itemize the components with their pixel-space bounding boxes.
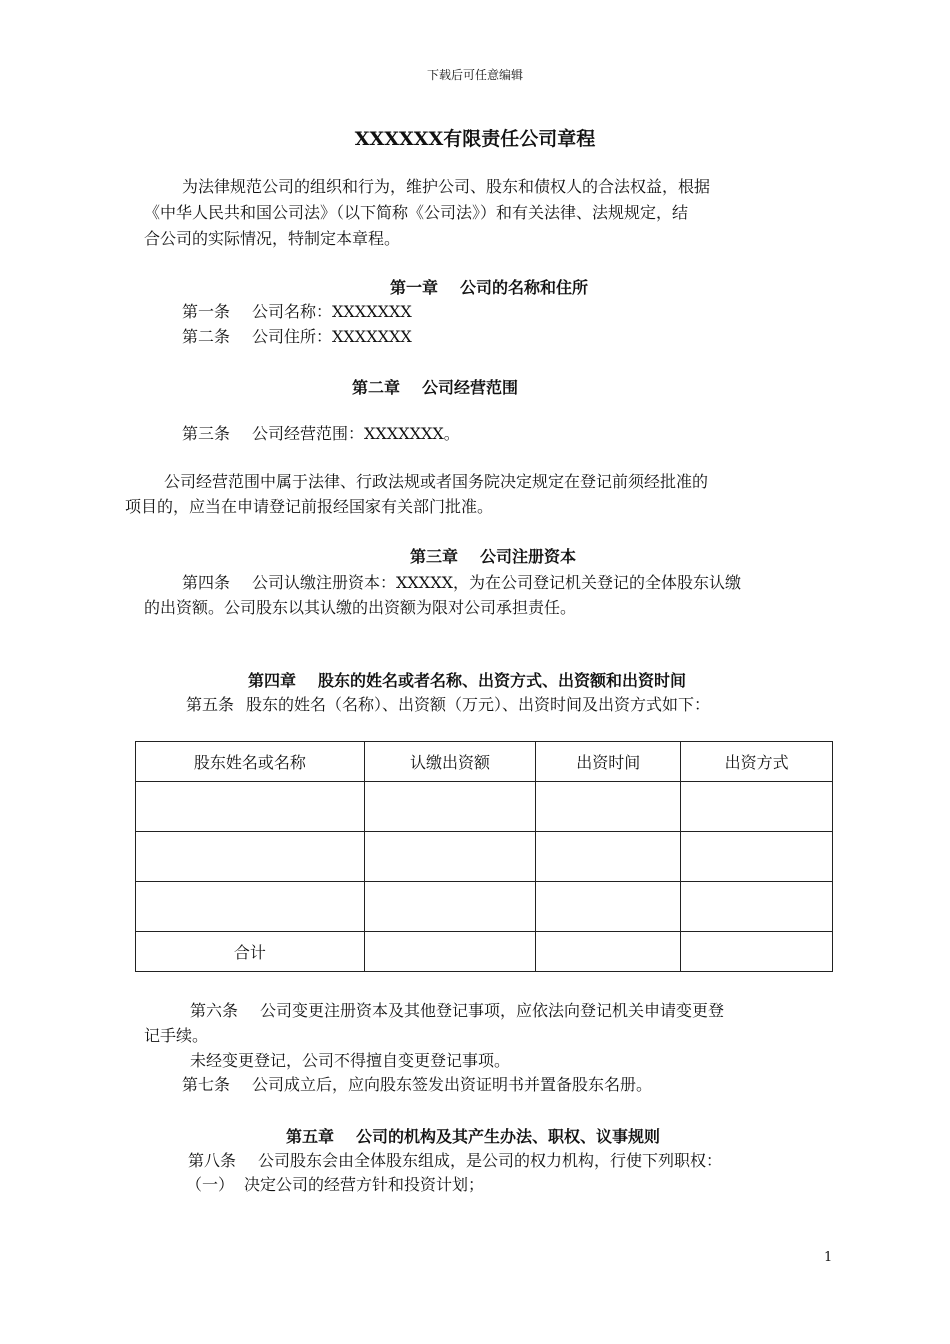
table-cell (364, 782, 536, 832)
article-4-line-1 (182, 570, 741, 596)
article-2-number: 第二条 (182, 327, 231, 346)
article-6-line-2: 记手续。 (144, 1026, 209, 1045)
chapter-1-heading (390, 275, 588, 298)
table-cell (136, 782, 365, 832)
scope-note-line-2: 项目的，应当在申请登记前报经国家有关部门批准。 (125, 497, 494, 516)
article-6-text: 公司变更注册资本及其他登记事项，应依法向登记机关申请变更登 (260, 1001, 725, 1020)
article-1-number: 第一条 (182, 302, 231, 321)
page-number: 1 (824, 1250, 833, 1265)
scope-note-line-1: 公司经营范围中属于法律、行政法规或者国务院决定规定在登记前须经批准的 (164, 472, 709, 491)
preamble-line-1: 为法律规范公司的组织和行为，维护公司、股东和债权人的合法权益，根据 (182, 177, 711, 196)
article-7 (182, 1072, 652, 1098)
article-1 (182, 299, 412, 325)
shareholder-table (135, 741, 833, 972)
preamble-line-2: 《中华人民共和国公司法》（以下简称《公司法》）和有关法律、法规规定，结 (144, 203, 689, 222)
chapter-5-name: 公司的机构及其产生办法、职权、议事规则 (356, 1127, 661, 1146)
article-5-number: 第五条 (186, 695, 235, 714)
article-3-number: 第三条 (182, 424, 231, 443)
article-7-text: 公司成立后，应向股东签发出资证明书并置备股东名册。 (252, 1075, 653, 1094)
article-6-line-3: 未经变更登记，公司不得擅自变更登记事项。 (190, 1051, 511, 1070)
article-8 (188, 1148, 722, 1174)
table-cell (364, 832, 536, 882)
document-title: XXXXXX有限责任公司章程 (354, 128, 596, 150)
table-header-cell: 认缴出资额 (364, 742, 536, 782)
table-row (136, 832, 833, 882)
list-item-1 (186, 1172, 484, 1198)
table-total-row (136, 932, 833, 972)
table-cell (536, 932, 681, 972)
table-row (136, 782, 833, 832)
chapter-4-number: 第四章 (248, 671, 297, 690)
chapter-4-name: 股东的姓名或者名称、出资方式、出资额和出资时间 (318, 671, 687, 690)
article-2 (182, 324, 412, 350)
list-item-1-number: （一） (186, 1175, 235, 1194)
table-cell (536, 832, 681, 882)
chapter-3-name: 公司注册资本 (480, 547, 577, 566)
chapter-2-number: 第二章 (352, 378, 401, 397)
table-row (136, 882, 833, 932)
chapter-1-name: 公司的名称和住所 (460, 278, 589, 297)
article-2-text: 公司住所：XXXXXXX (252, 327, 412, 346)
article-4-text: 公司认缴注册资本：XXXXX，为在公司登记机关登记的全体股东认缴 (252, 573, 741, 592)
chapter-2-heading (352, 375, 518, 398)
table-cell (136, 882, 365, 932)
article-3-text: 公司经营范围：XXXXXXX。 (252, 424, 460, 443)
chapter-3-heading (410, 544, 576, 567)
article-8-number: 第八条 (188, 1151, 237, 1170)
table-cell (681, 782, 833, 832)
table-cell (364, 932, 536, 972)
chapter-2-name: 公司经营范围 (422, 378, 519, 397)
preamble-line-3: 合公司的实际情况，特制定本章程。 (144, 229, 401, 248)
chapter-3-number: 第三章 (410, 547, 459, 566)
table-header-cell: 出资时间 (536, 742, 681, 782)
article-7-number: 第七条 (182, 1075, 231, 1094)
chapter-4-heading (248, 668, 686, 691)
article-8-text: 公司股东会由全体股东组成，是公司的权力机构，行使下列职权： (258, 1151, 723, 1170)
chapter-5-heading (286, 1124, 660, 1147)
table-cell (681, 932, 833, 972)
table-cell (364, 882, 536, 932)
table-cell (536, 782, 681, 832)
header-note: 下载后可任意编辑 (426, 68, 523, 82)
article-1-text: 公司名称：XXXXXXX (252, 302, 412, 321)
article-5-text: 股东的姓名（名称）、出资额（万元）、出资时间及出资方式如下： (246, 695, 711, 714)
article-5 (186, 692, 710, 718)
chapter-1-number: 第一章 (390, 278, 439, 297)
article-6-line-1 (190, 998, 724, 1024)
table-cell (536, 882, 681, 932)
list-item-1-text: 决定公司的经营方针和投资计划； (244, 1175, 485, 1194)
table-header-row (136, 742, 833, 782)
table-cell (681, 832, 833, 882)
article-6-number: 第六条 (190, 1001, 239, 1020)
table-header-cell: 股东姓名或名称 (136, 742, 365, 782)
chapter-5-number: 第五章 (286, 1127, 335, 1146)
table-header-cell: 出资方式 (681, 742, 833, 782)
article-3 (182, 421, 460, 447)
article-4-number: 第四条 (182, 573, 231, 592)
table-cell (136, 832, 365, 882)
article-4-line-2: 的出资额。公司股东以其认缴的出资额为限对公司承担责任。 (144, 598, 577, 617)
table-total-label: 合计 (136, 932, 365, 972)
table-cell (681, 882, 833, 932)
